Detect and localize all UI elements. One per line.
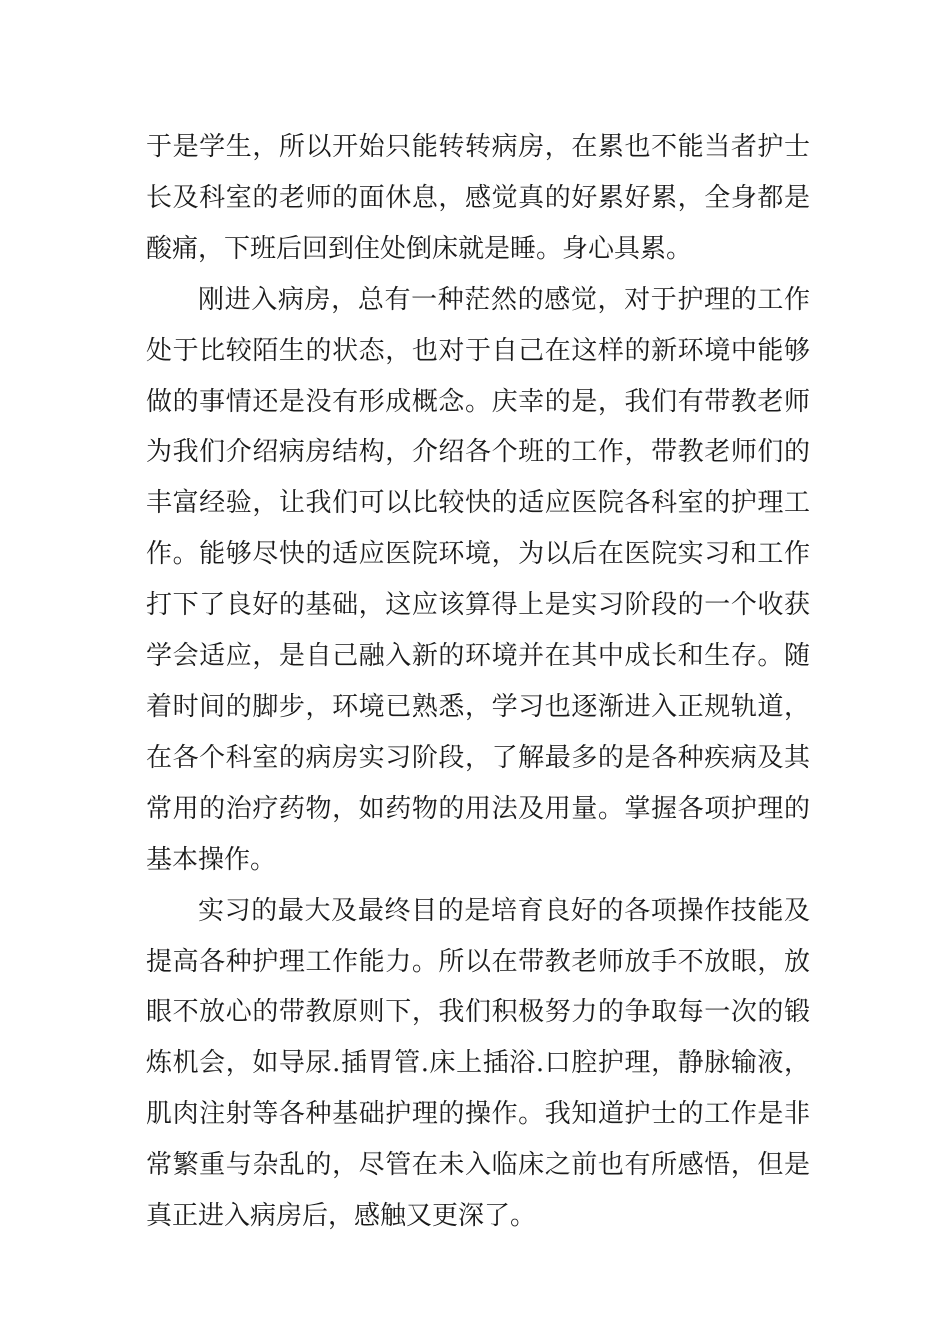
paragraph-continued: 于是学生，所以开始只能转转病房，在累也不能当者护士长及科室的老师的面休息，感觉真的好累好累，全身都是酸痛，下班后回到住处倒床就是睡。身心具累。 — [146, 132, 810, 264]
body-text — [146, 122, 810, 1242]
paragraph-internship-goal: 实习的最大及最终目的是培育良好的各项操作技能及提高各种护理工作能力。所以在带教老师放手不放眼，放眼不放心的带教原则下，我们积极努力的争取每一次的锻炼机会，如导尿.插胃管.床上插浴.口腔护理，静脉输液，肌肉注射等各种基础护理的操作。我知道护士的工作是非常繁重与杂乱的，尽管在未入临床之前也有所感悟，但是真正进入病房后，感触又更深了。 — [146, 895, 810, 1232]
paragraph-entering-ward: 刚进入病房，总有一种茫然的感觉，对于护理的工作处于比较陌生的状态，也对于自己在这样的新环境中能够做的事情还是没有形成概念。庆幸的是，我们有带教老师为我们介绍病房结构，介绍各个班的工作，带教老师们的丰富经验，让我们可以比较快的适应医院各科室的护理工作。能够尽快的适应医院环境，为以后在医院实习和工作打下了良好的基础，这应该算得上是实习阶段的一个收获学会适应，是自己融入新的环境并在其中成长和生存。随着时间的脚步，环境已熟悉，学习也逐渐进入正规轨道，在各个科室的病房实习阶段，了解最多的是各种疾病及其常用的治疗药物，如药物的用法及用量。掌握各项护理的基本操作。 — [146, 284, 810, 875]
